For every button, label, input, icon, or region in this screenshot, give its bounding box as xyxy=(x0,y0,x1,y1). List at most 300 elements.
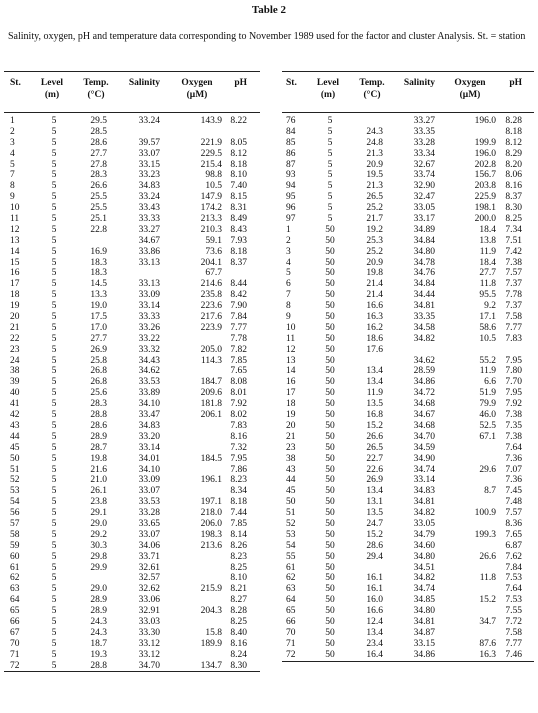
cell-station: 66 xyxy=(10,616,20,627)
cell-temp: 12.4 xyxy=(366,616,383,627)
cell-temp: 28.3 xyxy=(90,399,107,410)
cell-level: 50 xyxy=(325,312,335,323)
cell-temp: 28.6 xyxy=(366,540,383,551)
cell-ph: 8.12 xyxy=(505,137,522,148)
cell-level: 5 xyxy=(51,475,57,486)
cell-oxygen: 196.1 xyxy=(200,475,222,486)
cell-temp: 28.9 xyxy=(90,606,107,617)
cell-station: 17 xyxy=(286,388,296,399)
cell-temp: 26.6 xyxy=(366,431,383,442)
table-row xyxy=(4,497,260,508)
cell-ph: 8.23 xyxy=(230,551,247,562)
cell-ph: 7.85 xyxy=(230,518,247,529)
cell-temp: 26.8 xyxy=(90,366,107,377)
cell-ph: 7.82 xyxy=(230,344,247,355)
cell-ph: 7.46 xyxy=(505,649,522,660)
cell-salinity: 33.20 xyxy=(138,431,160,442)
cell-oxygen: 196.0 xyxy=(474,116,496,126)
header-temp-label: Temp. xyxy=(83,78,109,88)
cell-ph: 8.12 xyxy=(230,148,247,159)
cell-salinity: 33.06 xyxy=(138,595,160,606)
cell-level: 5 xyxy=(51,508,57,519)
cell-station: 19 xyxy=(286,410,296,421)
table-row xyxy=(4,290,260,301)
cell-station: 53 xyxy=(286,529,296,540)
cell-ph: 7.35 xyxy=(505,420,522,431)
cell-salinity: 33.27 xyxy=(138,224,160,235)
cell-level: 5 xyxy=(51,224,57,235)
cell-station: 24 xyxy=(10,355,20,366)
cell-ph: 7.57 xyxy=(505,508,522,519)
cell-level: 5 xyxy=(51,410,57,421)
table-left-panel xyxy=(4,71,260,672)
cell-station: 3 xyxy=(286,246,291,257)
header-level-unit: (m) xyxy=(44,90,60,100)
header-level-label: Level xyxy=(316,78,340,88)
table-row xyxy=(282,345,534,356)
table-row xyxy=(282,541,534,552)
cell-station: 23 xyxy=(10,344,20,355)
cell-level: 50 xyxy=(325,377,335,388)
cell-oxygen: 225.9 xyxy=(474,192,496,203)
cell-temp: 16.8 xyxy=(366,410,383,421)
cell-station: 51 xyxy=(10,464,20,475)
cell-oxygen: 184.5 xyxy=(200,453,222,464)
cell-ph: 8.16 xyxy=(230,431,247,442)
table-row xyxy=(282,519,534,530)
cell-temp: 21.0 xyxy=(90,475,107,486)
cell-station: 14 xyxy=(286,366,296,377)
cell-temp: 17.5 xyxy=(90,312,107,323)
cell-temp: 13.4 xyxy=(366,627,383,638)
cell-level: 5 xyxy=(51,616,57,627)
cell-station: 62 xyxy=(10,573,20,584)
cell-temp: 18.3 xyxy=(90,257,107,268)
cell-salinity: 34.43 xyxy=(138,355,160,366)
cell-level: 5 xyxy=(327,148,333,159)
cell-temp: 24.3 xyxy=(90,627,107,638)
cell-station: 44 xyxy=(10,431,20,442)
cell-ph: 7.48 xyxy=(505,497,522,508)
cell-salinity: 34.74 xyxy=(413,584,435,595)
table-row xyxy=(282,421,534,432)
table-row xyxy=(282,268,534,279)
table-header xyxy=(4,71,260,113)
table-row xyxy=(4,225,260,236)
cell-temp: 21.4 xyxy=(366,279,383,290)
cell-salinity: 34.62 xyxy=(138,366,160,377)
cell-temp: 26.8 xyxy=(90,377,107,388)
cell-salinity: 34.51 xyxy=(413,562,435,573)
cell-level: 5 xyxy=(51,312,57,323)
cell-oxygen: 223.6 xyxy=(200,301,222,312)
cell-salinity: 34.70 xyxy=(138,660,160,671)
cell-station: 55 xyxy=(286,551,296,562)
cell-temp: 13.4 xyxy=(366,366,383,377)
cell-salinity: 32.62 xyxy=(138,584,160,595)
table-row xyxy=(282,203,534,214)
cell-ph: 8.10 xyxy=(230,170,247,181)
cell-temp: 28.8 xyxy=(90,410,107,421)
table-row xyxy=(282,486,534,497)
cell-oxygen: 217.6 xyxy=(200,312,222,323)
cell-salinity: 33.15 xyxy=(413,638,435,649)
cell-salinity: 33.22 xyxy=(138,333,160,344)
cell-level: 50 xyxy=(325,606,335,617)
table-row xyxy=(4,541,260,552)
cell-salinity: 34.44 xyxy=(413,290,435,301)
cell-level: 50 xyxy=(325,268,335,279)
cell-station: 18 xyxy=(10,290,20,301)
cell-salinity: 33.43 xyxy=(138,203,160,214)
table-row xyxy=(282,563,534,574)
cell-station: 76 xyxy=(286,116,296,126)
cell-level: 5 xyxy=(51,355,57,366)
cell-station: 70 xyxy=(10,638,20,649)
cell-station: 9 xyxy=(10,192,15,203)
cell-temp: 13.5 xyxy=(366,399,383,410)
cell-station: 86 xyxy=(286,148,296,159)
cell-ph: 8.36 xyxy=(505,518,522,529)
cell-station: 4 xyxy=(10,148,15,159)
cell-oxygen: 202.8 xyxy=(474,159,496,170)
cell-salinity: 34.90 xyxy=(413,453,435,464)
header-oxygen-unit: (μM) xyxy=(459,90,481,100)
header-temp-unit: (°C) xyxy=(87,90,105,100)
cell-level: 50 xyxy=(325,399,335,410)
cell-oxygen: 58.6 xyxy=(479,322,496,333)
cell-level: 5 xyxy=(51,170,57,181)
cell-salinity: 33.17 xyxy=(413,214,435,225)
cell-station: 38 xyxy=(10,366,20,377)
table-row xyxy=(4,127,260,138)
cell-level: 50 xyxy=(325,442,335,453)
cell-ph: 8.29 xyxy=(505,148,522,159)
table-row xyxy=(282,116,534,127)
cell-ph: 7.78 xyxy=(505,290,522,301)
cell-temp: 23.8 xyxy=(90,497,107,508)
cell-level: 5 xyxy=(51,181,57,192)
cell-oxygen: 213.3 xyxy=(200,214,222,225)
cell-level: 5 xyxy=(51,551,57,562)
cell-oxygen: 156.7 xyxy=(474,170,496,181)
cell-station: 10 xyxy=(286,322,296,333)
cell-level: 5 xyxy=(51,257,57,268)
cell-temp: 19.5 xyxy=(366,170,383,181)
cell-temp: 26.6 xyxy=(90,181,107,192)
cell-ph: 7.77 xyxy=(230,322,247,333)
cell-oxygen: 9.2 xyxy=(484,301,496,312)
cell-level: 5 xyxy=(51,649,57,660)
cell-station: 61 xyxy=(10,562,20,573)
table-row xyxy=(4,170,260,181)
cell-salinity: 33.86 xyxy=(138,246,160,257)
cell-ph: 7.64 xyxy=(505,442,522,453)
cell-temp: 19.0 xyxy=(90,301,107,312)
cell-station: 96 xyxy=(286,203,296,214)
cell-oxygen: 51.9 xyxy=(479,388,496,399)
cell-salinity: 33.09 xyxy=(138,290,160,301)
cell-salinity: 32.61 xyxy=(138,562,160,573)
cell-station: 39 xyxy=(10,377,20,388)
table-row xyxy=(4,475,260,486)
header-level-unit: (m) xyxy=(320,90,336,100)
cell-salinity: 34.81 xyxy=(413,616,435,627)
cell-level: 5 xyxy=(51,137,57,148)
cell-temp: 25.3 xyxy=(366,235,383,246)
cell-temp: 13.5 xyxy=(366,508,383,519)
table-row xyxy=(282,552,534,563)
cell-level: 5 xyxy=(51,595,57,606)
cell-level: 5 xyxy=(327,203,333,214)
cell-ph: 8.44 xyxy=(230,279,247,290)
header-ph: pH xyxy=(234,78,247,88)
cell-ph: 7.57 xyxy=(505,268,522,279)
table-row xyxy=(282,475,534,486)
cell-temp: 11.9 xyxy=(366,388,383,399)
cell-level: 5 xyxy=(51,246,57,257)
cell-station: 61 xyxy=(286,562,296,573)
cell-salinity: 33.12 xyxy=(138,649,160,660)
cell-level: 5 xyxy=(51,116,57,126)
cell-temp: 28.5 xyxy=(90,126,107,137)
cell-level: 5 xyxy=(51,529,57,540)
cell-temp: 30.3 xyxy=(90,540,107,551)
cell-ph: 7.92 xyxy=(230,399,247,410)
cell-level: 5 xyxy=(327,170,333,181)
cell-station: 18 xyxy=(286,399,296,410)
table-row xyxy=(4,584,260,595)
cell-ph: 7.36 xyxy=(505,475,522,486)
cell-salinity: 34.06 xyxy=(138,540,160,551)
header-oxygen-label: Oxygen xyxy=(181,78,213,88)
cell-salinity: 33.05 xyxy=(413,518,435,529)
cell-salinity: 34.79 xyxy=(413,529,435,540)
cell-ph: 7.93 xyxy=(230,235,247,246)
table-row xyxy=(4,366,260,377)
table-row xyxy=(282,258,534,269)
cell-ph: 7.53 xyxy=(505,573,522,584)
cell-salinity: 32.47 xyxy=(413,192,435,203)
cell-temp: 13.4 xyxy=(366,486,383,497)
cell-oxygen: 184.7 xyxy=(200,377,222,388)
cell-salinity: 34.62 xyxy=(413,355,435,366)
cell-ph: 7.53 xyxy=(505,595,522,606)
table-row xyxy=(282,214,534,225)
cell-oxygen: 198.3 xyxy=(200,529,222,540)
cell-station: 5 xyxy=(286,268,291,279)
cell-level: 50 xyxy=(325,366,335,377)
cell-oxygen: 218.0 xyxy=(200,508,222,519)
cell-ph: 8.24 xyxy=(230,649,247,660)
table-row xyxy=(4,334,260,345)
cell-temp: 25.5 xyxy=(90,203,107,214)
cell-ph: 8.05 xyxy=(230,137,247,148)
table-row xyxy=(282,530,534,541)
cell-ph: 7.92 xyxy=(505,399,522,410)
cell-salinity: 34.89 xyxy=(413,224,435,235)
cell-oxygen: 11.8 xyxy=(479,279,496,290)
cell-level: 5 xyxy=(51,322,57,333)
cell-temp: 20.9 xyxy=(366,159,383,170)
cell-level: 5 xyxy=(51,497,57,508)
cell-station: 7 xyxy=(10,170,15,181)
cell-temp: 26.9 xyxy=(90,344,107,355)
cell-station: 63 xyxy=(286,584,296,595)
cell-level: 50 xyxy=(325,573,335,584)
cell-station: 44 xyxy=(286,475,296,486)
cell-station: 20 xyxy=(286,420,296,431)
cell-temp: 16.9 xyxy=(90,246,107,257)
cell-salinity: 34.81 xyxy=(413,301,435,312)
cell-temp: 29.0 xyxy=(90,584,107,595)
cell-oxygen: 215.9 xyxy=(200,584,222,595)
table-row xyxy=(282,160,534,171)
header-salinity: Salinity xyxy=(128,78,160,88)
header-temp xyxy=(359,77,384,101)
cell-level: 50 xyxy=(325,497,335,508)
cell-temp: 16.0 xyxy=(366,595,383,606)
cell-station: 38 xyxy=(286,453,296,464)
cell-ph: 7.07 xyxy=(505,464,522,475)
cell-temp: 17.0 xyxy=(90,322,107,333)
cell-ph: 8.42 xyxy=(230,290,247,301)
cell-level: 5 xyxy=(327,192,333,203)
cell-level: 5 xyxy=(51,344,57,355)
table-row xyxy=(4,149,260,160)
cell-temp: 28.6 xyxy=(90,420,107,431)
cell-salinity: 34.84 xyxy=(413,235,435,246)
cell-oxygen: 55.2 xyxy=(479,355,496,366)
cell-ph: 8.40 xyxy=(230,627,247,638)
header-temp xyxy=(83,77,108,101)
cell-station: 17 xyxy=(10,279,20,290)
cell-temp: 26.9 xyxy=(366,475,383,486)
cell-level: 5 xyxy=(51,192,57,203)
cell-level: 5 xyxy=(51,660,57,671)
cell-ph: 7.42 xyxy=(505,246,522,257)
cell-level: 5 xyxy=(327,116,333,126)
header-oxygen xyxy=(181,77,212,101)
table-row xyxy=(282,465,534,476)
cell-oxygen: 26.6 xyxy=(479,551,496,562)
cell-salinity: 33.33 xyxy=(138,214,160,225)
cell-salinity: 33.15 xyxy=(138,159,160,170)
cell-oxygen: 114.3 xyxy=(200,355,222,366)
cell-station: 2 xyxy=(286,235,291,246)
cell-temp: 25.1 xyxy=(90,214,107,225)
cell-station: 65 xyxy=(10,606,20,617)
cell-level: 5 xyxy=(51,159,57,170)
cell-station: 12 xyxy=(10,224,20,235)
cell-ph: 7.84 xyxy=(230,312,247,323)
header-station: St. xyxy=(10,78,21,88)
table-header xyxy=(282,71,534,113)
table-row xyxy=(4,486,260,497)
cell-oxygen: 11.9 xyxy=(479,366,496,377)
cell-salinity: 32.57 xyxy=(138,573,160,584)
cell-level: 5 xyxy=(51,279,57,290)
cell-station: 95 xyxy=(286,192,296,203)
cell-ph: 7.45 xyxy=(505,486,522,497)
cell-salinity: 34.10 xyxy=(138,464,160,475)
cell-salinity: 34.67 xyxy=(413,410,435,421)
table-row xyxy=(4,356,260,367)
cell-temp: 28.7 xyxy=(90,442,107,453)
cell-temp: 26.1 xyxy=(90,486,107,497)
table-row xyxy=(282,247,534,258)
table-row xyxy=(282,650,534,661)
cell-level: 50 xyxy=(325,257,335,268)
cell-salinity: 34.59 xyxy=(413,442,435,453)
cell-level: 5 xyxy=(51,442,57,453)
cell-salinity: 34.83 xyxy=(138,420,160,431)
cell-oxygen: 209.6 xyxy=(200,388,222,399)
cell-station: 51 xyxy=(286,508,296,519)
cell-level: 50 xyxy=(325,486,335,497)
table-body-right xyxy=(282,116,534,662)
cell-level: 50 xyxy=(325,279,335,290)
cell-station: 1 xyxy=(286,224,291,235)
cell-temp: 13.3 xyxy=(90,290,107,301)
cell-oxygen: 79.9 xyxy=(479,399,496,410)
cell-station: 5 xyxy=(10,159,15,170)
cell-oxygen: 134.7 xyxy=(200,660,222,671)
cell-oxygen: 8.7 xyxy=(484,486,496,497)
cell-level: 5 xyxy=(51,203,57,214)
header-station: St. xyxy=(286,78,297,88)
cell-ph: 8.20 xyxy=(505,159,522,170)
table-row xyxy=(282,617,534,628)
cell-level: 50 xyxy=(325,595,335,606)
table-row xyxy=(4,661,260,672)
cell-ph: 8.25 xyxy=(230,616,247,627)
cell-temp: 16.6 xyxy=(366,606,383,617)
cell-temp: 24.3 xyxy=(90,616,107,627)
cell-level: 50 xyxy=(325,333,335,344)
cell-station: 20 xyxy=(10,312,20,323)
cell-station: 85 xyxy=(286,137,296,148)
cell-station: 60 xyxy=(10,551,20,562)
cell-level: 5 xyxy=(51,214,57,225)
cell-station: 93 xyxy=(286,170,296,181)
cell-station: 9 xyxy=(286,312,291,323)
table-row xyxy=(4,268,260,279)
cell-oxygen: 6.6 xyxy=(484,377,496,388)
cell-ph: 8.18 xyxy=(230,246,247,257)
cell-temp: 16.2 xyxy=(366,322,383,333)
cell-station: 1 xyxy=(10,116,15,126)
cell-station: 19 xyxy=(10,301,20,312)
cell-station: 66 xyxy=(286,616,296,627)
cell-salinity: 34.86 xyxy=(413,649,435,660)
cell-salinity: 33.53 xyxy=(138,497,160,508)
cell-salinity: 34.60 xyxy=(413,540,435,551)
cell-ph: 7.40 xyxy=(230,181,247,192)
cell-station: 45 xyxy=(10,442,20,453)
cell-level: 5 xyxy=(51,431,57,442)
cell-ph: 6.87 xyxy=(505,540,522,551)
cell-temp: 16.3 xyxy=(366,312,383,323)
cell-level: 50 xyxy=(325,627,335,638)
cell-ph: 7.37 xyxy=(505,301,522,312)
cell-level: 5 xyxy=(51,290,57,301)
table-row xyxy=(4,617,260,628)
cell-level: 50 xyxy=(325,638,335,649)
cell-temp: 28.9 xyxy=(90,431,107,442)
table-row xyxy=(4,181,260,192)
cell-ph: 7.36 xyxy=(505,453,522,464)
